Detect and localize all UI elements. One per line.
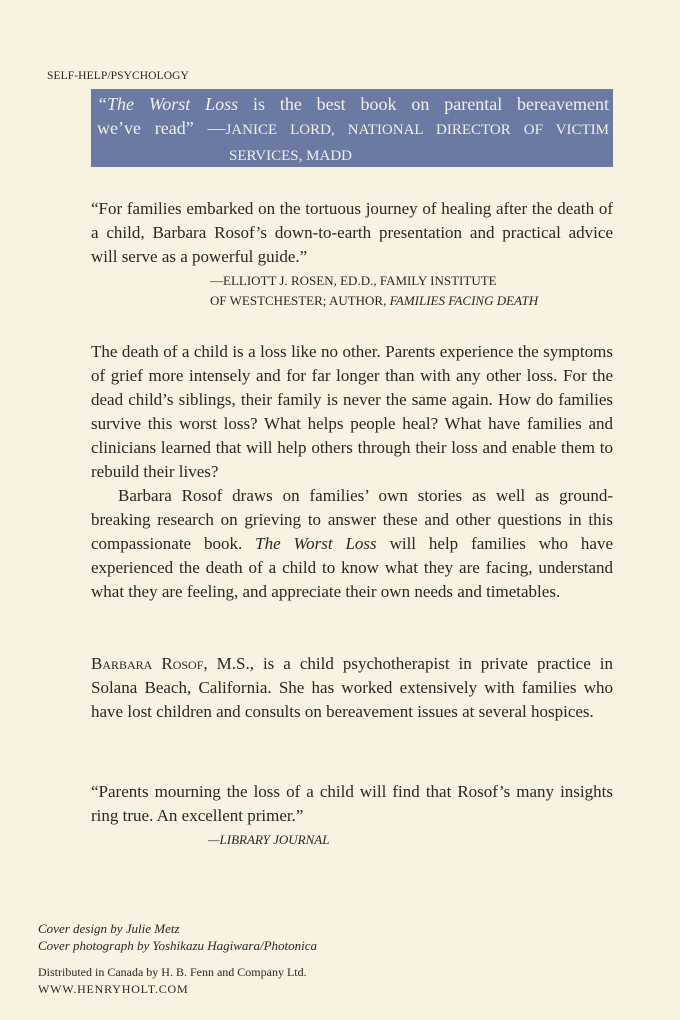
blurb-box: [91, 89, 613, 167]
blurb-line-1: [97, 92, 609, 116]
blurb-line-2: [97, 116, 609, 142]
description-paragraph-2: [91, 484, 613, 604]
author-name: Barbara Rosof: [91, 654, 204, 673]
desc-text-end: will help families who have experienced the death of a child to know what they are facing, understand what they are feeling, and appreciate their own needs and timetables.: [91, 534, 613, 601]
attribution-line-1: —ELLIOTT J. ROSEN, ED.D., FAMILY INSTITUTE: [210, 273, 497, 288]
author-bio: [91, 652, 613, 724]
quote-rosen-attribution: [210, 271, 538, 311]
canada-distribution: Distributed in Canada by H. B. Fenn and Company Ltd.: [38, 965, 307, 979]
attribution-book-title: FAMILIES FACING DEATH: [389, 293, 539, 308]
desc-text: Barbara Rosof draws on families’ own stories as well as ground-breaking research on grieving to answer these and other questions in this compassionate book.: [91, 486, 613, 553]
blurb-line-3: [97, 142, 609, 168]
category-label: SELF-HELP/PSYCHOLOGY: [47, 70, 189, 82]
quote-library-journal-attribution: —LIBRARY JOURNAL: [208, 832, 330, 847]
attribution-line-2: [210, 291, 538, 311]
blurb-attribution: JANICE LORD, NATIONAL DIRECTOR OF VICTIM: [225, 122, 609, 138]
description-paragraph-1: The death of a child is a loss like no other. Parents experience the symptoms of grief more intensely and for far longer than with any other loss. For the dead child’s siblings, their family is never the same again. How do families survive this worst loss? What helps people heal? What have families and clinicians learned that will help others through their loss and enable them to rebuild their lives?: [91, 342, 613, 481]
attribution-text: OF WESTCHESTER; AUTHOR,: [210, 293, 390, 308]
desc-book-title: The Worst Loss: [255, 534, 377, 553]
publisher-website: WWW.HENRYHOLT.COM: [38, 982, 189, 996]
blurb-text: is the best book on parental bereavement: [238, 94, 609, 114]
cover-credits: [38, 920, 317, 954]
blurb-attribution-cont: SERVICES, MADD: [229, 148, 352, 164]
blurb-text-end: we’ve read” —: [97, 118, 226, 138]
quote-library-journal: “Parents mourning the loss of a child will find that Rosof’s many insights ring true. An excellent primer.”: [91, 782, 613, 825]
cover-design-credit: Cover design by Julie Metz: [38, 921, 180, 936]
cover-photo-credit: Cover photograph by Yoshikazu Hagiwara/Photonica: [38, 938, 318, 953]
distribution-info: [38, 964, 307, 998]
blurb-book-title: “The Worst Loss: [97, 94, 239, 114]
quote-rosen: “For families embarked on the tortuous journey of healing after the death of a child, Barbara Rosof’s down-to-earth presentation and practical advice will serve as a powerful guide.”: [91, 199, 613, 266]
bio-text: , M.S., is a child psychotherapist in private practice in Solana Beach, California. She has worked extensively with families who have lost children and consults on bereavement issues at several hospices.: [91, 654, 613, 721]
